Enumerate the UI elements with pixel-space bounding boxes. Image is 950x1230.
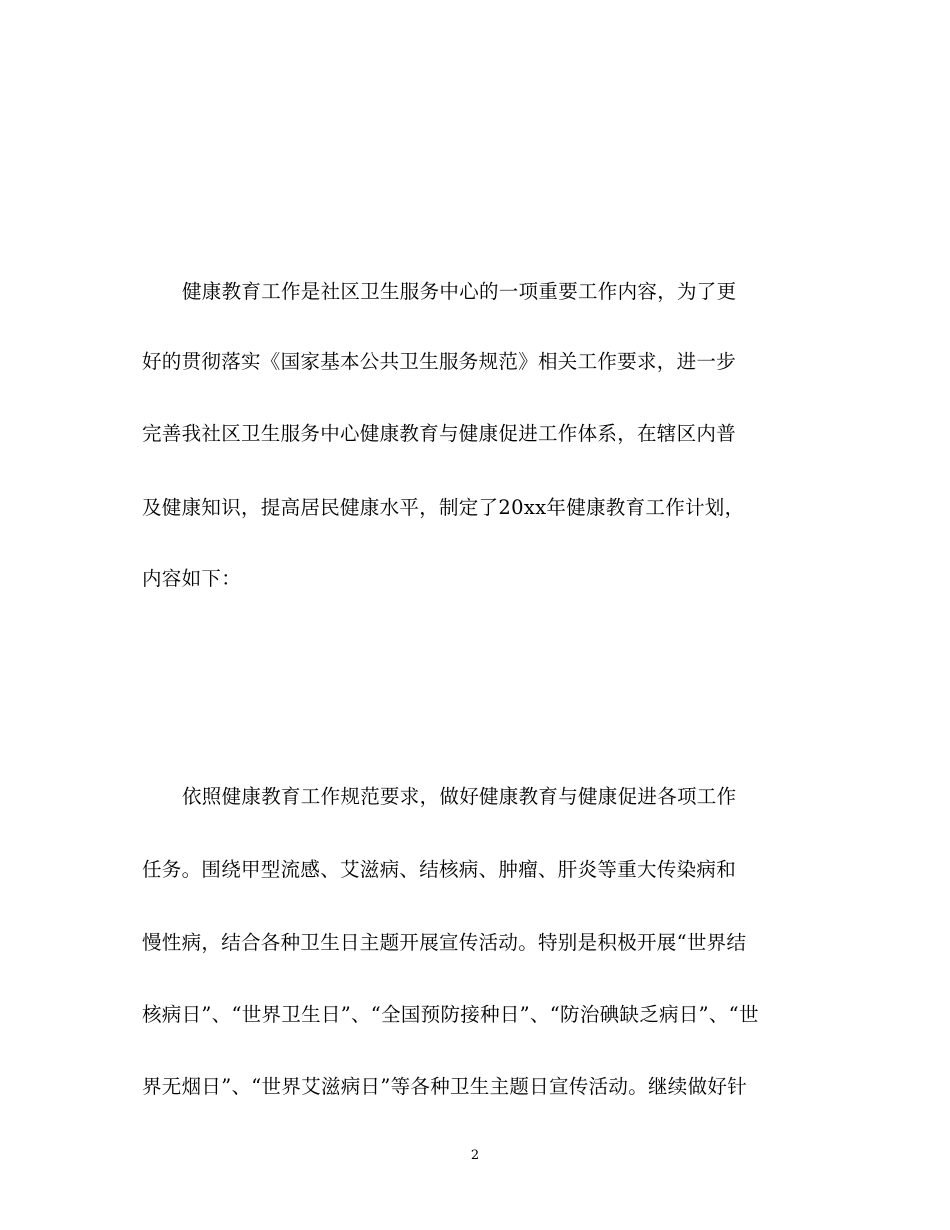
paragraph-line: 健康教育工作是社区卫生服务中心的一项重要工作内容，为了更	[182, 280, 737, 303]
paragraph-line: 内容如下：	[142, 567, 242, 590]
page-number: 2	[470, 1148, 480, 1163]
paragraph-line: 依照健康教育工作规范要求，做好健康教育与健康促进各项工作	[182, 785, 737, 808]
paragraph-line: 界无烟日”、“世界艾滋病日”等各种卫生主题日宣传活动。继续做好针	[142, 1075, 748, 1098]
paragraph-line: 完善我社区卫生服务中心健康教育与健康促进工作体系，在辖区内普	[142, 422, 737, 445]
paragraph-line: 及健康知识，提高居民健康水平，制定了20xx年健康教育工作计划，	[142, 496, 745, 519]
paragraph-line: 核病日”、“世界卫生日”、“全国预防接种日”、“防治碘缺乏病日”、“世	[142, 1003, 759, 1026]
paragraph-line: 任务。围绕甲型流感、艾滋病、结核病、肿瘤、肝炎等重大传染病和	[142, 858, 737, 881]
paragraph-line: 慢性病，结合各种卫生日主题开展宣传活动。特别是积极开展“世界结	[142, 931, 747, 954]
paragraph-line: 好的贯彻落实《国家基本公共卫生服务规范》相关工作要求，进一步	[142, 350, 737, 373]
